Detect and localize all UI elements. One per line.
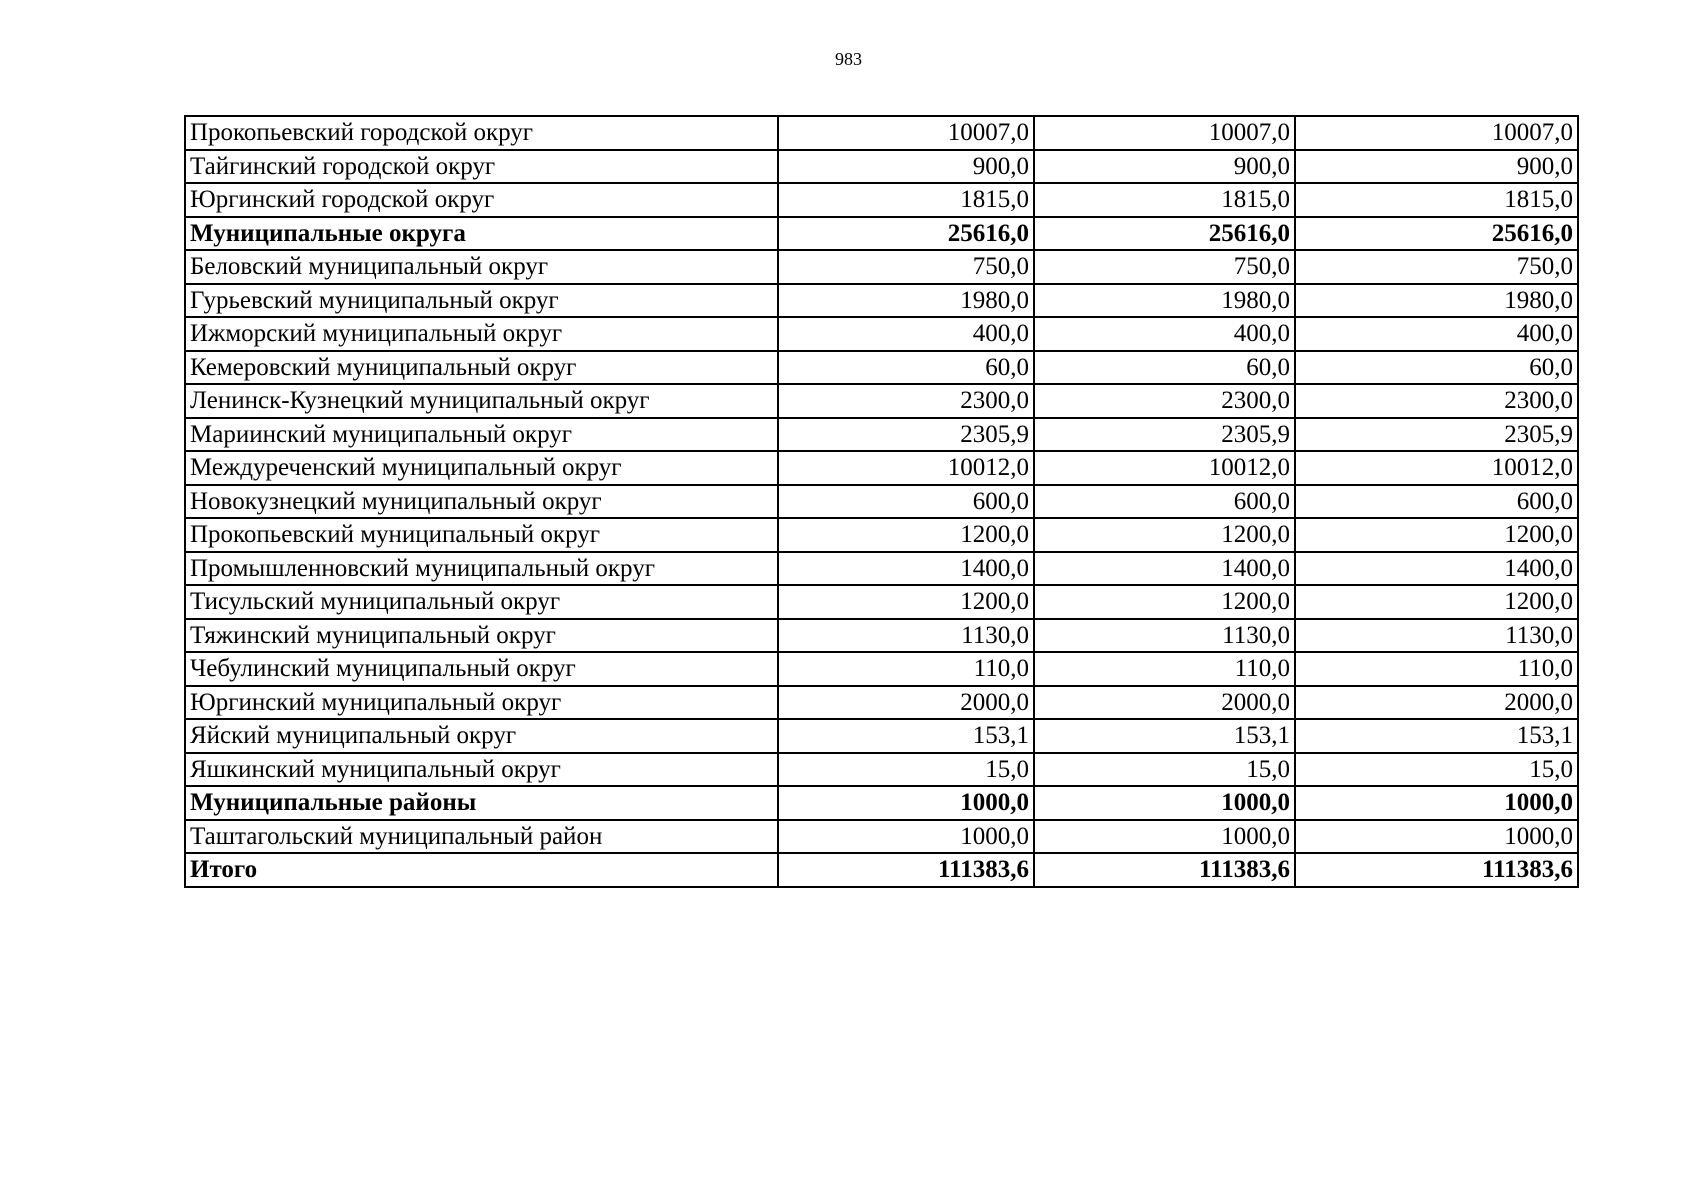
value-col2-cell: 15,0 [1034, 753, 1295, 787]
value-col1-cell: 1200,0 [778, 518, 1034, 552]
value-col3-cell: 900,0 [1295, 150, 1578, 184]
value-col2-cell: 2000,0 [1034, 686, 1295, 720]
table-row [185, 552, 1578, 586]
row-name-cell: Беловский муниципальный округ [185, 250, 778, 284]
table-row [185, 317, 1578, 351]
value-col3-cell: 1000,0 [1295, 786, 1578, 820]
value-col2-cell: 1980,0 [1034, 284, 1295, 318]
table-row [185, 485, 1578, 519]
table-row [185, 150, 1578, 184]
value-col3-cell: 400,0 [1295, 317, 1578, 351]
value-col3-cell: 110,0 [1295, 652, 1578, 686]
value-col3-cell: 1815,0 [1295, 183, 1578, 217]
value-col2-cell: 25616,0 [1034, 217, 1295, 251]
value-col1-cell: 2300,0 [778, 384, 1034, 418]
table-row [185, 418, 1578, 452]
value-col3-cell: 60,0 [1295, 351, 1578, 385]
value-col3-cell: 2305,9 [1295, 418, 1578, 452]
value-col2-cell: 110,0 [1034, 652, 1295, 686]
value-col3-cell: 1200,0 [1295, 585, 1578, 619]
row-name-cell: Муниципальные округа [185, 217, 778, 251]
value-col3-cell: 1400,0 [1295, 552, 1578, 586]
table-row [185, 585, 1578, 619]
value-col1-cell: 900,0 [778, 150, 1034, 184]
value-col3-cell: 10007,0 [1295, 116, 1578, 150]
value-col1-cell: 1200,0 [778, 585, 1034, 619]
value-col1-cell: 111383,6 [778, 853, 1034, 887]
value-col3-cell: 111383,6 [1295, 853, 1578, 887]
row-name-cell: Тяжинский муниципальный округ [185, 619, 778, 653]
row-name-cell: Яшкинский муниципальный округ [185, 753, 778, 787]
value-col2-cell: 10007,0 [1034, 116, 1295, 150]
row-name-cell: Юргинский муниципальный округ [185, 686, 778, 720]
value-col1-cell: 10012,0 [778, 451, 1034, 485]
table-row [185, 518, 1578, 552]
table-row [185, 753, 1578, 787]
row-name-cell: Юргинский городской округ [185, 183, 778, 217]
table-row [185, 116, 1578, 150]
value-col1-cell: 1000,0 [778, 786, 1034, 820]
row-name-cell: Гурьевский муниципальный округ [185, 284, 778, 318]
value-col1-cell: 1815,0 [778, 183, 1034, 217]
value-col1-cell: 110,0 [778, 652, 1034, 686]
row-name-cell: Междуреченский муниципальный округ [185, 451, 778, 485]
table-row [185, 183, 1578, 217]
value-col2-cell: 1200,0 [1034, 518, 1295, 552]
value-col3-cell: 153,1 [1295, 719, 1578, 753]
row-name-cell: Муниципальные районы [185, 786, 778, 820]
table-row [185, 250, 1578, 284]
value-col1-cell: 1000,0 [778, 820, 1034, 854]
value-col1-cell: 25616,0 [778, 217, 1034, 251]
value-col3-cell: 600,0 [1295, 485, 1578, 519]
table-row [185, 351, 1578, 385]
row-name-cell: Новокузнецкий муниципальный округ [185, 485, 778, 519]
table-row-subtotal [185, 217, 1578, 251]
value-col2-cell: 153,1 [1034, 719, 1295, 753]
value-col3-cell: 1200,0 [1295, 518, 1578, 552]
value-col2-cell: 10012,0 [1034, 451, 1295, 485]
value-col2-cell: 1000,0 [1034, 820, 1295, 854]
value-col2-cell: 2300,0 [1034, 384, 1295, 418]
value-col1-cell: 2305,9 [778, 418, 1034, 452]
value-col2-cell: 2305,9 [1034, 418, 1295, 452]
value-col2-cell: 1200,0 [1034, 585, 1295, 619]
value-col1-cell: 10007,0 [778, 116, 1034, 150]
value-col3-cell: 25616,0 [1295, 217, 1578, 251]
value-col1-cell: 1130,0 [778, 619, 1034, 653]
value-col1-cell: 15,0 [778, 753, 1034, 787]
value-col1-cell: 60,0 [778, 351, 1034, 385]
value-col3-cell: 750,0 [1295, 250, 1578, 284]
table-row [185, 719, 1578, 753]
value-col2-cell: 1815,0 [1034, 183, 1295, 217]
value-col2-cell: 750,0 [1034, 250, 1295, 284]
table-row [185, 619, 1578, 653]
table-row [185, 451, 1578, 485]
value-col3-cell: 2000,0 [1295, 686, 1578, 720]
row-name-cell: Итого [185, 853, 778, 887]
value-col2-cell: 1400,0 [1034, 552, 1295, 586]
value-col3-cell: 10012,0 [1295, 451, 1578, 485]
row-name-cell: Прокопьевский городской округ [185, 116, 778, 150]
row-name-cell: Ижморский муниципальный округ [185, 317, 778, 351]
value-col3-cell: 15,0 [1295, 753, 1578, 787]
row-name-cell: Тайгинский городской округ [185, 150, 778, 184]
row-name-cell: Промышленновский муниципальный округ [185, 552, 778, 586]
value-col2-cell: 1130,0 [1034, 619, 1295, 653]
value-col2-cell: 600,0 [1034, 485, 1295, 519]
table-row-subtotal [185, 853, 1578, 887]
value-col2-cell: 400,0 [1034, 317, 1295, 351]
row-name-cell: Кемеровский муниципальный округ [185, 351, 778, 385]
value-col2-cell: 1000,0 [1034, 786, 1295, 820]
row-name-cell: Яйский муниципальный округ [185, 719, 778, 753]
value-col3-cell: 1980,0 [1295, 284, 1578, 318]
row-name-cell: Прокопьевский муниципальный округ [185, 518, 778, 552]
value-col3-cell: 2300,0 [1295, 384, 1578, 418]
value-col1-cell: 1400,0 [778, 552, 1034, 586]
value-col2-cell: 111383,6 [1034, 853, 1295, 887]
page-number: 983 [835, 49, 862, 69]
table-row-subtotal [185, 786, 1578, 820]
row-name-cell: Ленинск-Кузнецкий муниципальный округ [185, 384, 778, 418]
value-col2-cell: 900,0 [1034, 150, 1295, 184]
value-col2-cell: 60,0 [1034, 351, 1295, 385]
value-col1-cell: 2000,0 [778, 686, 1034, 720]
row-name-cell: Тисульский муниципальный округ [185, 585, 778, 619]
value-col1-cell: 600,0 [778, 485, 1034, 519]
table-row [185, 686, 1578, 720]
value-col3-cell: 1130,0 [1295, 619, 1578, 653]
value-col1-cell: 750,0 [778, 250, 1034, 284]
table-body [185, 116, 1578, 887]
table-row [185, 820, 1578, 854]
value-col1-cell: 153,1 [778, 719, 1034, 753]
value-col1-cell: 400,0 [778, 317, 1034, 351]
budget-table [184, 115, 1579, 888]
row-name-cell: Чебулинский муниципальный округ [185, 652, 778, 686]
value-col3-cell: 1000,0 [1295, 820, 1578, 854]
value-col1-cell: 1980,0 [778, 284, 1034, 318]
row-name-cell: Мариинский муниципальный округ [185, 418, 778, 452]
table-row [185, 384, 1578, 418]
table-row [185, 652, 1578, 686]
row-name-cell: Таштагольский муниципальный район [185, 820, 778, 854]
table-row [185, 284, 1578, 318]
